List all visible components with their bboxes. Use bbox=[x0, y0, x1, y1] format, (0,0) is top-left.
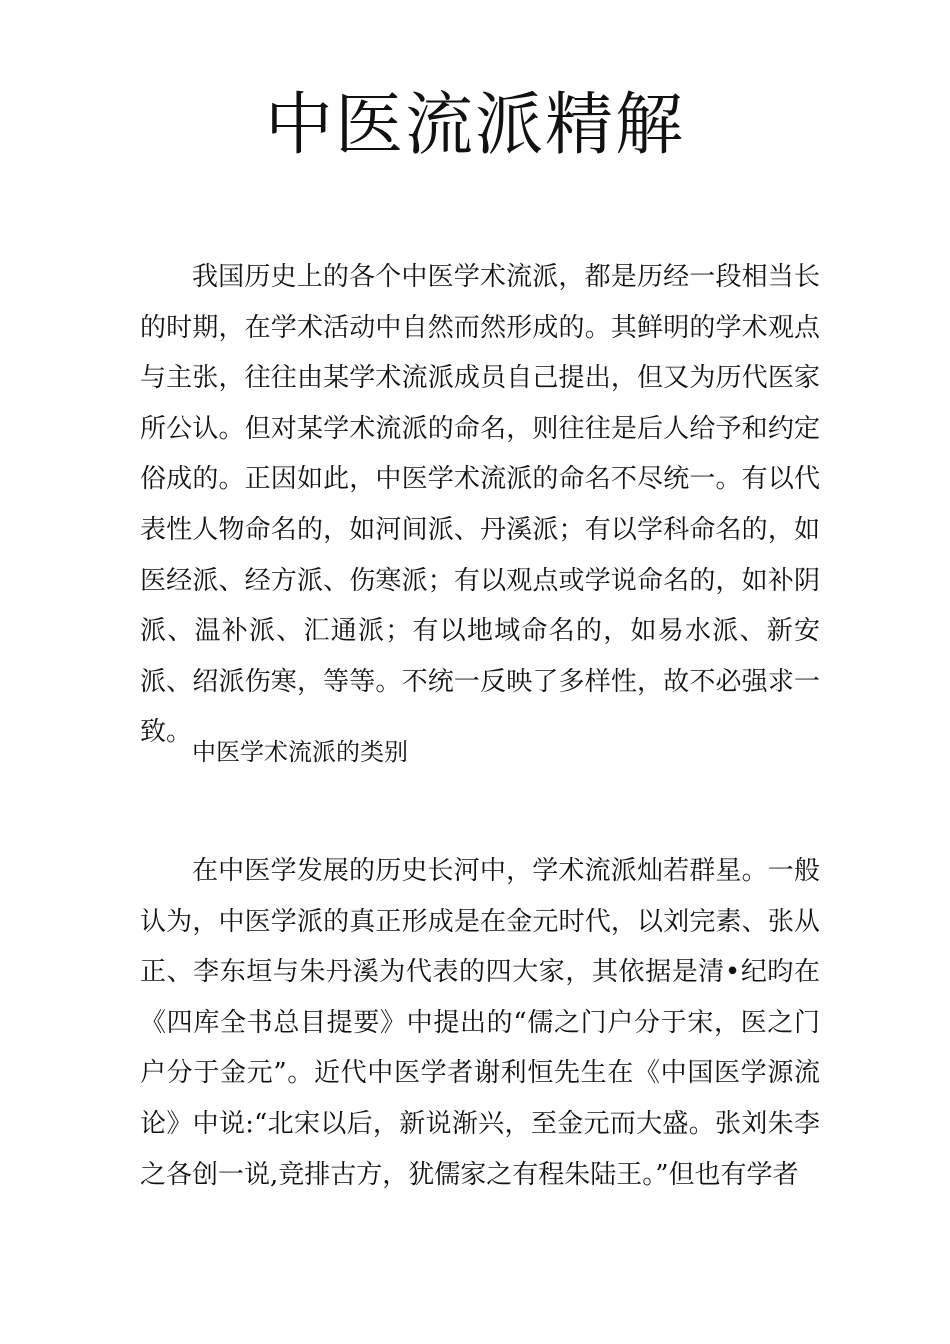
section-heading: 中医学术流派的类别 bbox=[192, 738, 408, 766]
intro-paragraph: 我国历史上的各个中医学术流派，都是历经一段相当长的时期，在学术活动中自然而然形成的。其鲜明的学术观点与主张，往往由某学术流派成员自己提出，但又为历代医家所公认。但对某学术流派的命名，则往往是后人给予和约定俗成的。正因如此，中医学术流派的命名不尽统一。有以代表性人物命名的，如河间派、丹溪派；有以学科命名的，如医经派、经方派、伤寒派；有以观点或学说命名的，如补阴派、温补派、汇通派；有以地域命名的，如易水派、新安派、绍派伤寒，等等。不统一反映了多样性，故不必强求一致。 bbox=[140, 262, 820, 748]
body-paragraph: 在中医学发展的历史长河中，学术流派灿若群星。一般认为，中医学派的真正形成是在金元时代，以刘完素、张从正、李东垣与朱丹溪为代表的四大家，其依据是清•纪昀在《四库全书总目提要》中提出的“儒之门户分于宋，医之门户分于金元”。近代中医学者谢利恒先生在《中国医学源流论》中说:“北宋以后，新说渐兴，至金元而大盛。张刘朱李之各创一说,竞排古方，犹儒家之有程朱陆王。”但也有学者 bbox=[140, 856, 820, 1190]
document-title: 中医流派精解 bbox=[264, 86, 685, 165]
